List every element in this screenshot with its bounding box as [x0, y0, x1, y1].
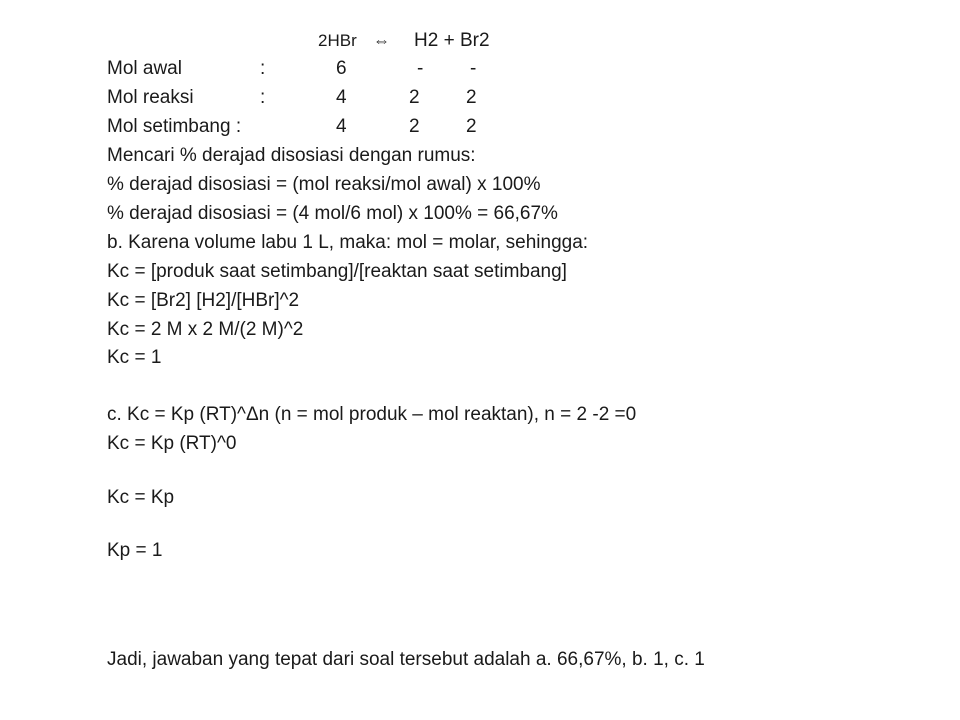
conclusion-line: Jadi, jawaban yang tepat dari soal tersebut adalah a. 66,67%, b. 1, c. 1	[107, 649, 705, 670]
text-line: Kp = 1	[107, 540, 163, 561]
text-line: % derajad disosiasi = (4 mol/6 mol) x 100% = 66,67%	[107, 203, 558, 224]
row-colon: :	[260, 58, 266, 79]
equation-reactant: 2HBr	[318, 31, 357, 50]
text-line: Mencari % derajad disosiasi dengan rumus:	[107, 145, 476, 166]
text-line: % derajad disosiasi = (mol reaksi/mol awal) x 100%	[107, 174, 541, 195]
cell-h2: 2	[409, 116, 420, 137]
cell-hbr: 4	[336, 116, 347, 137]
text-line: Kc = [Br2] [H2]/[HBr]^2	[107, 290, 300, 311]
cell-h2: 2	[409, 87, 420, 108]
text-line: b. Karena volume labu 1 L, maka: mol = molar, sehingga:	[107, 232, 589, 253]
text-line: Kc = 1	[107, 347, 162, 368]
row-label-mol-awal: Mol awal	[107, 58, 182, 79]
cell-br2: 2	[466, 87, 477, 108]
cell-br2: 2	[466, 116, 477, 137]
text-line: c. Kc = Kp (RT)^Δn (n = mol produk – mol reaktan), n = 2 -2 =0	[107, 404, 637, 425]
cell-h2: -	[417, 58, 424, 79]
equation-products: H2 + Br2	[414, 30, 490, 51]
cell-hbr: 4	[336, 87, 347, 108]
text-line: Kc = 2 M x 2 M/(2 M)^2	[107, 319, 304, 340]
row-colon: :	[260, 87, 266, 108]
row-label-mol-reaksi: Mol reaksi	[107, 87, 194, 108]
equation-arrow: ⇔	[373, 31, 390, 50]
text-line: Kc = Kp	[107, 487, 175, 508]
cell-br2: -	[470, 58, 477, 79]
row-label-mol-setimbang: Mol setimbang :	[107, 116, 242, 137]
text-line: Kc = Kp (RT)^0	[107, 433, 237, 454]
cell-hbr: 6	[336, 58, 347, 79]
text-line: Kc = [produk saat setimbang]/[reaktan saat setimbang]	[107, 261, 567, 282]
